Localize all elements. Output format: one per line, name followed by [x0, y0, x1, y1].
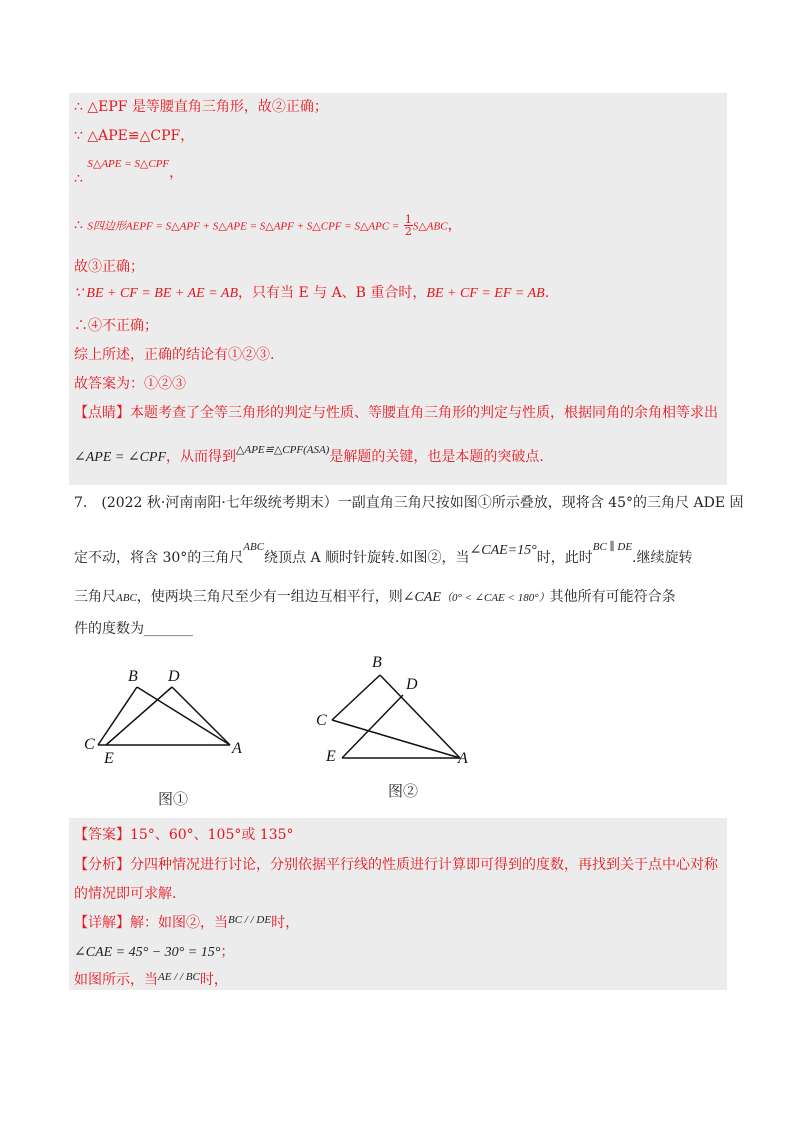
detail-line [74, 914, 299, 933]
analysis-line: 【分析】分四种情况进行讨论，分别依据平行线的性质进行计算即可得到的度数，再找到关于点中心对称 [74, 857, 718, 873]
text-span: 时， [199, 972, 228, 988]
punctuation: ； [220, 944, 235, 960]
punctuation: ， [169, 165, 184, 181]
text-span: .继续旋转 [632, 550, 693, 566]
math-expression: ∠CAE=15° [469, 543, 537, 558]
fig1-label-d: D [168, 668, 180, 685]
math-expression: BC / / DE [228, 914, 272, 926]
question-line: 7. (2022 秋·河南南阳·七年级统考期末）一副直角三角尺按如图①所示叠放，现将含 45°的三角尺 ADE 固 [74, 495, 744, 511]
segment-ba [137, 687, 230, 745]
fig2-label-e: E [326, 748, 336, 765]
text-span: 其他所有可能符合条 [549, 589, 676, 605]
fig2-label-c: C [316, 712, 327, 729]
math-expression: ABC [116, 592, 137, 604]
text-line: ∵ △APE≌△CPF， [74, 128, 195, 144]
fig1-label-a: A [232, 740, 242, 757]
text-span: ，使两块三角尺至少有一组边互相平行，则 [136, 589, 403, 605]
text-span: 是解题的关键，也是本题的突破点. [329, 449, 544, 465]
fig2-label-b: B [372, 654, 382, 671]
therefore-symbol: ∴ [74, 217, 83, 234]
analysis-line: 的情况即可求解. [74, 886, 177, 902]
text-line: ∴ △EPF 是等腰直角三角形，故②正确； [74, 99, 328, 115]
segment-cb [332, 675, 380, 720]
text-span: 【详解】解：如图②，当 [74, 915, 228, 931]
text-line: 故③正确； [74, 259, 144, 275]
math-expression: S四边形AEPF = S△APF + S△APE = S△APF + S△CPF = S△APC = [87, 220, 400, 233]
math-expression: ∵ BE + CF = BE + AE = AB [74, 286, 238, 301]
fraction-denominator: 2 [404, 225, 412, 238]
text-span: 定不动，将含 30°的三角尺 [74, 550, 244, 566]
text-span: 时， [271, 915, 300, 931]
math-expression: ∠CAE = 45° − 30° = 15° [74, 945, 221, 960]
math-expression: ∠CAE [402, 590, 441, 605]
math-expression: （0° < ∠CAE < 180°） [440, 592, 550, 604]
figure-2 [310, 655, 490, 765]
text-span: 绕顶点 A 顺时针旋转.如图②，当 [264, 550, 470, 566]
segment-ed [342, 695, 403, 758]
math-expression: ∠APE = ∠CPF [74, 450, 167, 465]
fig1-label-c: C [84, 736, 95, 753]
math-expression: S△APE = S△CPF [87, 158, 170, 170]
segment-cb [98, 687, 137, 745]
text-line: ∴④不正确； [74, 318, 158, 334]
math-expression: AE / / BC [158, 971, 200, 983]
text-span: 如图所示，当 [74, 972, 158, 988]
fig2-label-d: D [406, 676, 418, 693]
question-line: 件的度数为_______ [74, 621, 193, 637]
math-expression: ABC [243, 541, 265, 553]
fig2-label-a: A [458, 750, 468, 767]
fig1-label-b: B [128, 668, 138, 685]
math-expression: △APE≌△CPF(ASA) [236, 444, 330, 456]
fig2-caption: 图② [388, 782, 419, 800]
text-line [74, 284, 549, 303]
fraction-numerator: 1 [404, 213, 412, 226]
fig1-label-e: E [104, 750, 114, 767]
fraction [404, 214, 413, 237]
fig1-caption: 图① [158, 790, 189, 808]
text-line: 【点睛】本题考查了全等三角形的判定与性质、等腰直角三角形的判定与性质，根据同角的余角相等求出 [74, 405, 718, 421]
text-span: 三角尺 [74, 589, 116, 605]
detail-line [74, 943, 234, 962]
math-expression: S△ABC [412, 220, 448, 233]
answer-line: 【答案】15°、60°、105°或 135° [74, 827, 294, 843]
text-span: ，只有当 E 与 A、B 重合时， [238, 285, 427, 301]
text-line [74, 444, 544, 467]
question-line [74, 588, 676, 607]
text-line [74, 158, 184, 187]
segment-da [172, 687, 230, 745]
therefore-symbol: ∴ [74, 171, 83, 187]
punctuation: . [544, 285, 550, 301]
detail-line [74, 971, 228, 990]
text-line: 综上所述，正确的结论有①②③. [74, 347, 275, 363]
math-expression: BE + CF = EF = AB [426, 286, 545, 301]
segment-ed [106, 687, 172, 745]
text-line: 故答案为：①②③ [74, 376, 186, 392]
text-line [74, 214, 462, 237]
text-span: 时，此时 [536, 550, 593, 566]
punctuation: ， [447, 217, 462, 234]
text-span: ，从而得到 [166, 449, 237, 465]
math-expression: BC ∥ DE [592, 541, 633, 553]
